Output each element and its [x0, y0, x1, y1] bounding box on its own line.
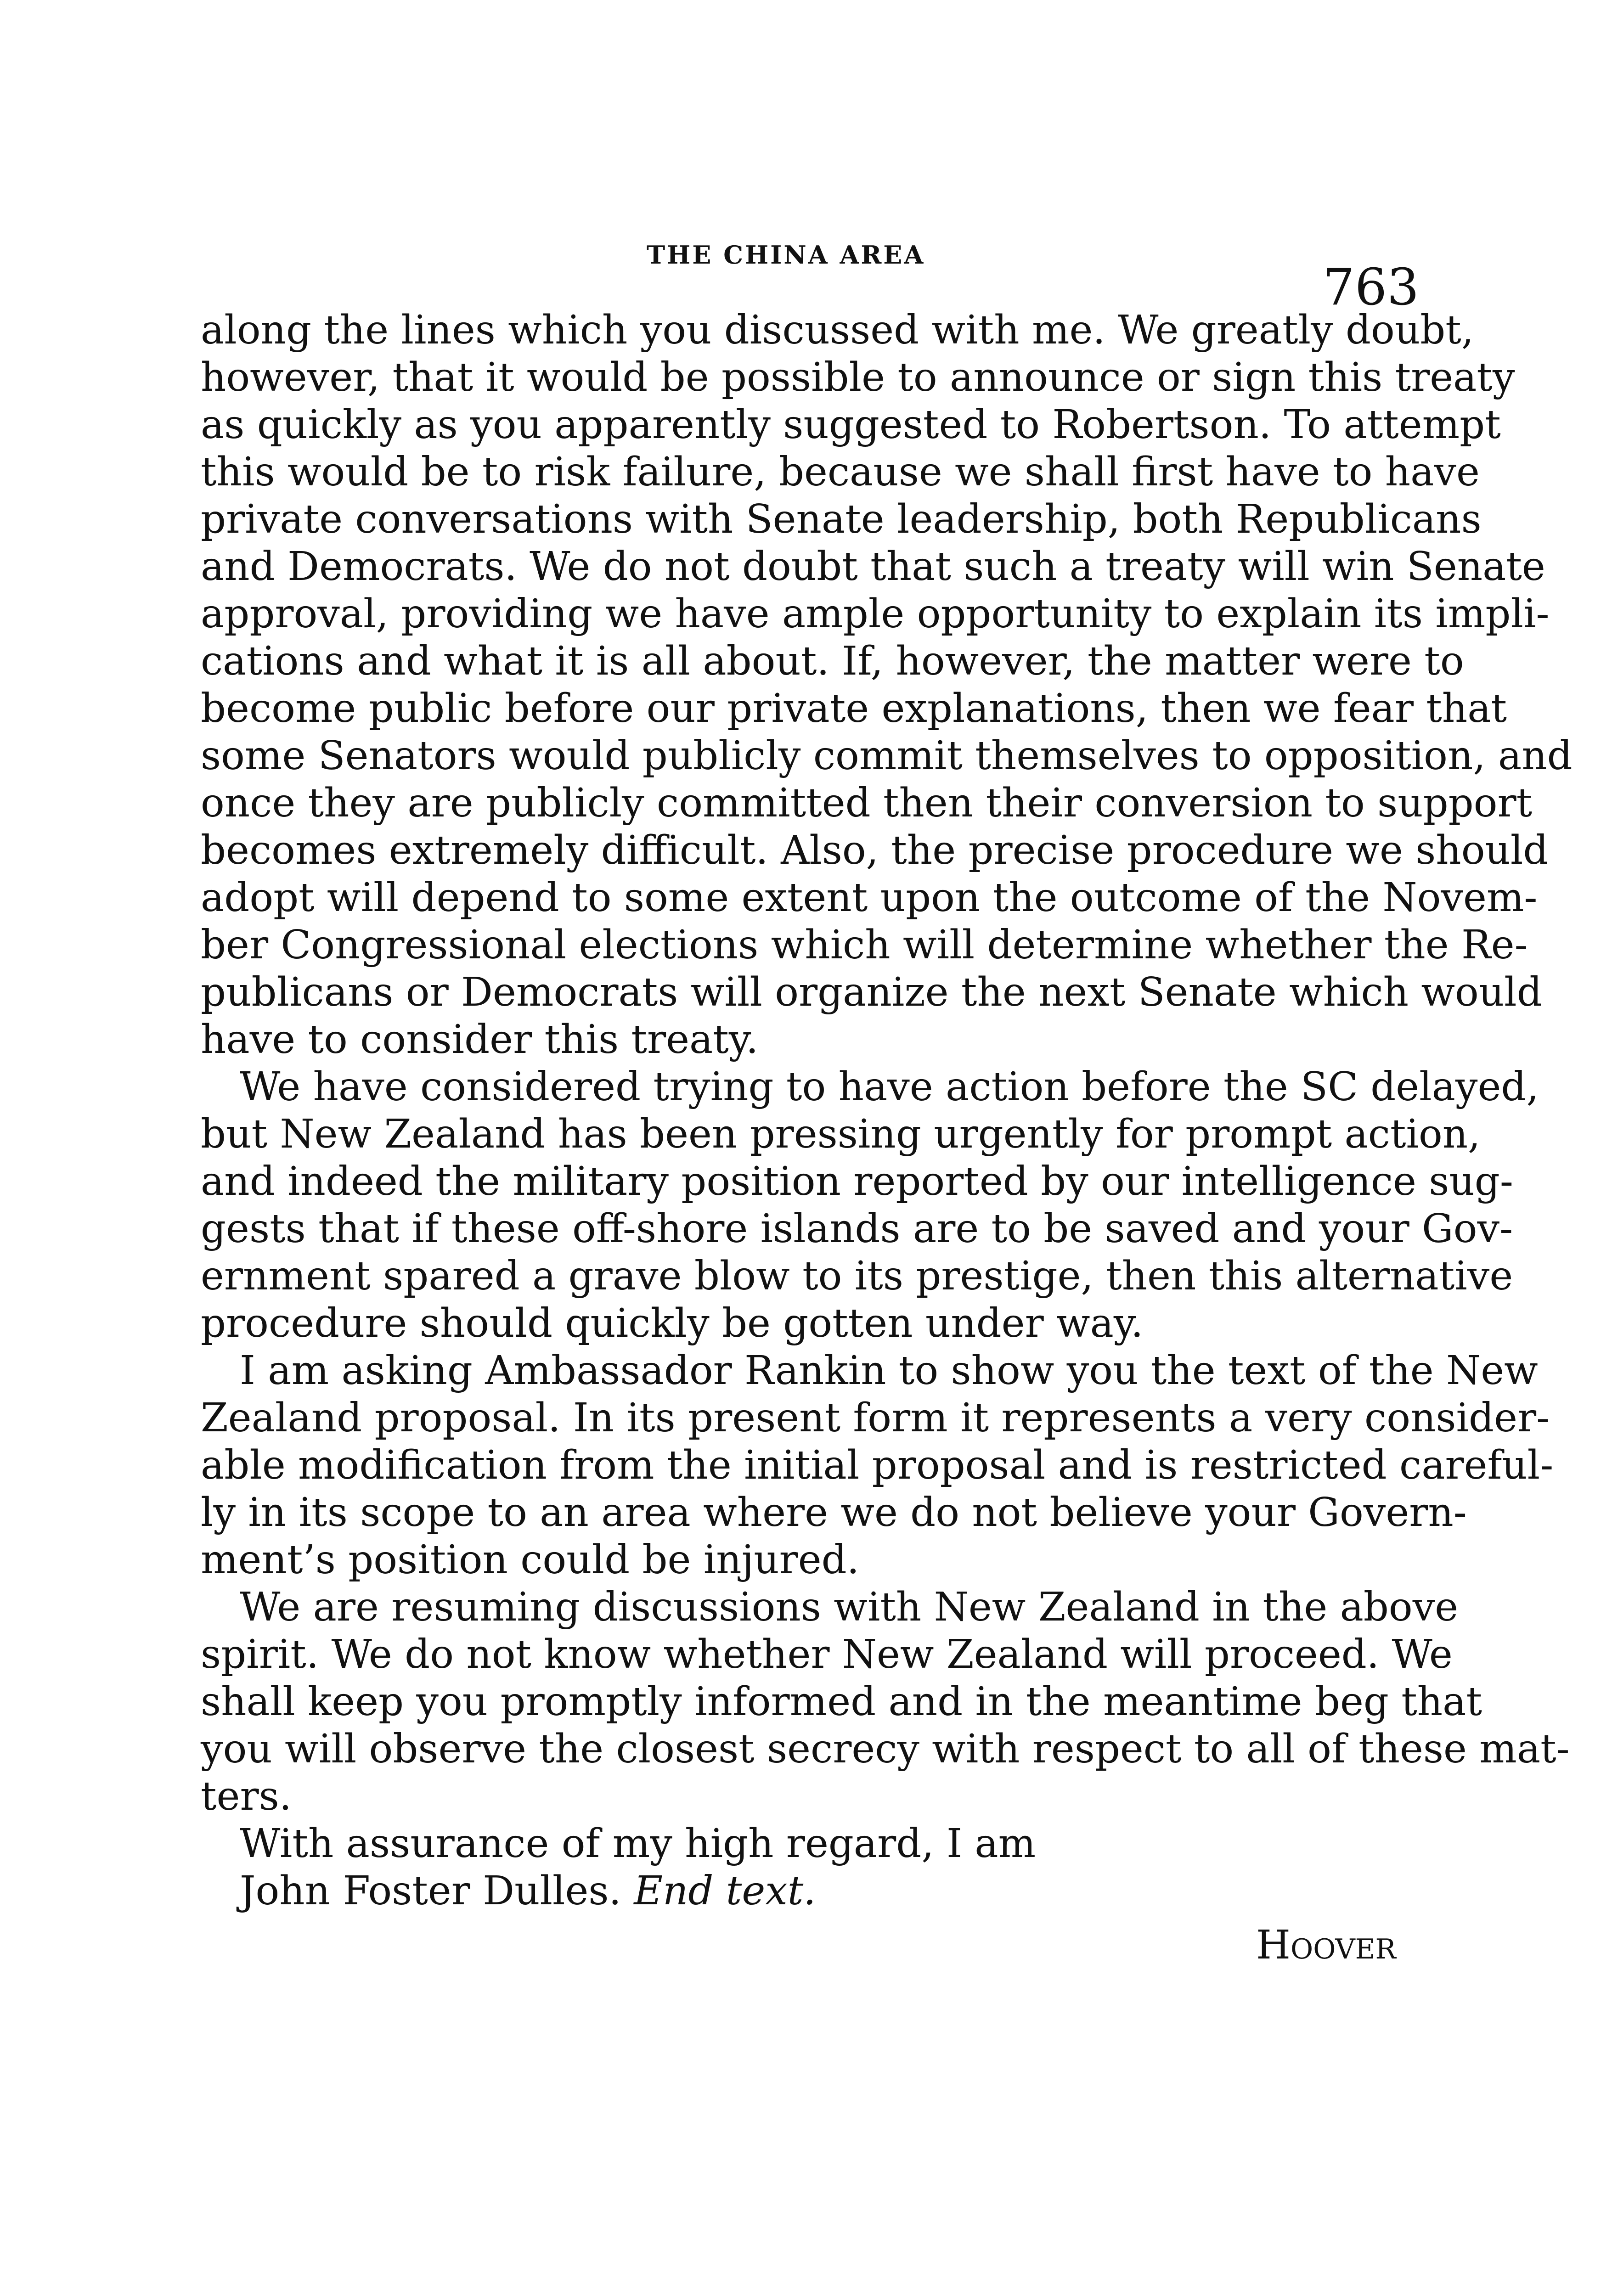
paragraph: [201, 307, 1573, 1064]
text-line: have to consider this treaty.: [201, 1017, 759, 1063]
paragraph: [201, 1347, 1554, 1584]
text-line: along the lines which you discussed with me. We greatly doubt,: [201, 307, 1474, 353]
running-head: THE CHINA AREA: [647, 240, 925, 270]
closing-line: [201, 1868, 1394, 1915]
text-line: but New Zealand has been pressing urgently for prompt action,: [201, 1111, 1481, 1157]
end-text-marker: End text.: [634, 1868, 816, 1914]
text-line: We have considered trying to have action before the SC delayed,: [240, 1064, 1539, 1110]
text-line: adopt will depend to some extent upon the outcome of the Novem-: [201, 875, 1538, 921]
text-line: approval, providing we have ample opportunity to explain its impli-: [201, 591, 1550, 637]
text-line: spirit. We do not know whether New Zealand will proceed. We: [201, 1632, 1453, 1677]
text-line: ly in its scope to an area where we do not believe your Govern-: [201, 1490, 1467, 1536]
text-line: Zealand proposal. In its present form it represents a very consider-: [201, 1395, 1550, 1441]
text-line: ters.: [201, 1773, 292, 1819]
text-line: shall keep you promptly informed and in the meantime beg that: [201, 1679, 1482, 1725]
text-line: We are resuming discussions with New Zealand in the above: [240, 1584, 1459, 1630]
text-line: you will observe the closest secrecy with respect to all of these mat-: [201, 1726, 1570, 1772]
text-line: and indeed the military position reported by our intelligence sug-: [201, 1159, 1513, 1204]
paragraph: [201, 1064, 1539, 1347]
text-line: private conversations with Senate leadership, both Republicans: [201, 496, 1482, 542]
text-line: gests that if these off-shore islands are to be saved and your Gov-: [201, 1206, 1513, 1252]
text-line: this would be to risk failure, because we shall first have to have: [201, 449, 1480, 495]
text-line: some Senators would publicly commit themselves to opposition, and: [201, 733, 1573, 779]
sender-name: John Foster Dulles.: [240, 1868, 621, 1914]
text-line: procedure should quickly be gotten under way.: [201, 1300, 1144, 1346]
text-line: publicans or Democrats will organize the next Senate which would: [201, 969, 1542, 1015]
text-line: With assurance of my high regard, I am: [240, 1821, 1036, 1867]
page-number: 763: [1323, 258, 1419, 316]
body-text: [201, 307, 1573, 1915]
paragraph: [201, 1820, 1394, 1868]
text-line: cations and what it is all about. If, however, the matter were to: [201, 638, 1464, 684]
text-line: ber Congressional elections which will determine whether the Re-: [201, 922, 1528, 968]
text-line: able modification from the initial proposal and is restricted careful-: [201, 1442, 1554, 1488]
signature: Hoover: [1256, 1922, 1396, 1968]
text-line: however, that it would be possible to announce or sign this treaty: [201, 355, 1515, 400]
paragraph: [201, 1584, 1570, 1820]
text-line: become public before our private explanations, then we fear that: [201, 686, 1507, 732]
text-line: and Democrats. We do not doubt that such a treaty will win Senate: [201, 544, 1545, 590]
text-line: as quickly as you apparently suggested to Robertson. To attempt: [201, 402, 1501, 448]
text-line: once they are publicly committed then their conversion to support: [201, 780, 1533, 826]
text-line: becomes extremely difficult. Also, the precise procedure we should: [201, 827, 1549, 873]
text-line: ernment spared a grave blow to its prestige, then this alternative: [201, 1253, 1513, 1299]
text-line: I am asking Ambassador Rankin to show you the text of the New: [240, 1348, 1538, 1394]
text-line: ment’s position could be injured.: [201, 1537, 860, 1583]
